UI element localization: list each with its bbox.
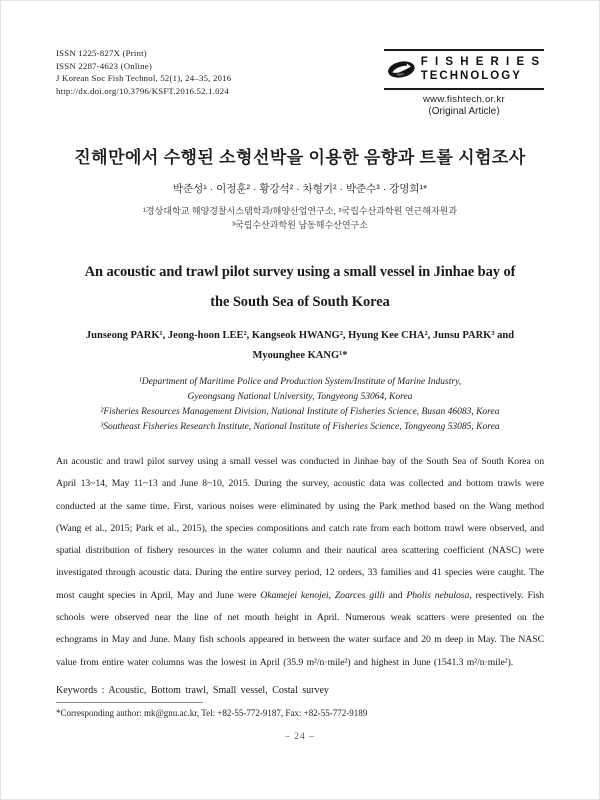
journal-logo-icon — [387, 55, 416, 84]
abstract-paragraph: An acoustic and trawl pilot survey using a small vessel was conducted in Jinhae bay of the South Sea of South Korea on April 13~14, May 11~13 and June 8~10, 2015. During the survey, acoustic data was collected and bottom trawls were conducted at the same time. First, various noises were eliminated by using the Park method based on the Wang method (Wang et al., 2015; Park et al., 2015), the species compositions and catch rate from each bottom trawl were observed, and spatial distribution of fishery resources in the water column and their nautical area scattering coefficient (NASC) were investigated through acoustic data. During the entire survey period, 12 orders, 33 families and 41 species were caught. The most caught species in April, May and June were Okamejei kenojei, Zoarces gilli and Pholis nebulosa, respectively. Fish schools were observed near the line of net mouth height in April. Numerous weak scatters were presented on the echograms in May and June. Many fish schools appeared in between the water surface and 20 m deep in May. The NASC value from entire water columns was the lowest in April (35.9 m²/n·mile²) and highest in June (1541.3 m²/n·mile²). — [56, 456, 544, 668]
english-affiliation-line: ¹Department of Maritime Police and Production System/Institute of Marine Industry, — [138, 377, 462, 387]
english-affiliation-line: ²Fisheries Resources Management Division, National Institute of Fisheries Science, Busan 46083, Korea — [100, 407, 500, 417]
journal-name: F I S H E R I E S TECHNOLOGY — [420, 56, 541, 82]
issn-block — [56, 47, 231, 97]
english-affiliation-line: Gyeongsang National University, Tongyeong 53064, Korea — [187, 392, 413, 402]
korean-title: 진해만에서 수행된 소형선박을 이용한 음향과 트롤 시험조사 — [74, 148, 526, 167]
corresponding-author-note: *Corresponding author: mk@gnu.ac.kr, Tel: +82-55-772-9187, Fax: +82-55-772-9189 — [56, 708, 368, 718]
journal-logo-box — [384, 49, 544, 117]
issn-print-line: ISSN 1225-827X (Print) — [56, 48, 147, 58]
english-authors — [56, 326, 544, 366]
issn-online-line: ISSN 2287-4623 (Online) — [56, 60, 152, 71]
journal-logo-banner — [384, 49, 544, 90]
doi-line: http://dx.doi.org/10.3796/KSFT.2016.52.1.024 — [56, 85, 229, 96]
korean-affiliations — [56, 204, 544, 232]
english-authors-line: Junseong PARK¹, Jeong-hoon LEE², Kangseok HWANG², Hyung Kee CHA², Junsu PARK³ and — [85, 330, 515, 341]
english-title-line: the South Sea of South Korea — [210, 294, 390, 310]
page-number: – 24 – — [285, 732, 315, 742]
journal-website: www.fishtech.or.kr — [423, 94, 505, 105]
korean-affiliation-line: ¹경상대학교 해양경찰시스템학과/해양산업연구소, ²국립수산과학원 연근해자원과 — [142, 206, 458, 216]
english-affiliations — [56, 375, 544, 435]
english-title-line: An acoustic and trawl pilot survey using a small vessel in Jinhae bay of — [84, 264, 516, 280]
footnote-divider — [56, 702, 203, 703]
article-type-badge: ⟨Original Article⟩ — [427, 106, 501, 117]
english-authors-line: Myounghee KANG¹* — [252, 350, 348, 361]
logo-badge-text: KSFT — [397, 73, 404, 77]
english-affiliation-line: ³Southeast Fisheries Research Institute, National Institute of Fisheries Science, Tongyeong 53085, Korea — [100, 422, 500, 432]
keywords-line: Keywords : Acoustic, Bottom trawl, Small vessel, Costal survey — [56, 684, 329, 696]
english-title — [56, 257, 544, 317]
journal-ref-line: J Korean Soc Fish Technol, 52(1), 24–35, 2016 — [56, 73, 232, 83]
korean-authors: 박준성¹ · 이정훈² · 황강석² · 차형기² · 박준수³ · 강명희¹* — [172, 183, 428, 195]
korean-affiliation-line: ³국립수산과학원 남동해수산연구소 — [232, 220, 368, 230]
page-header — [56, 47, 544, 117]
